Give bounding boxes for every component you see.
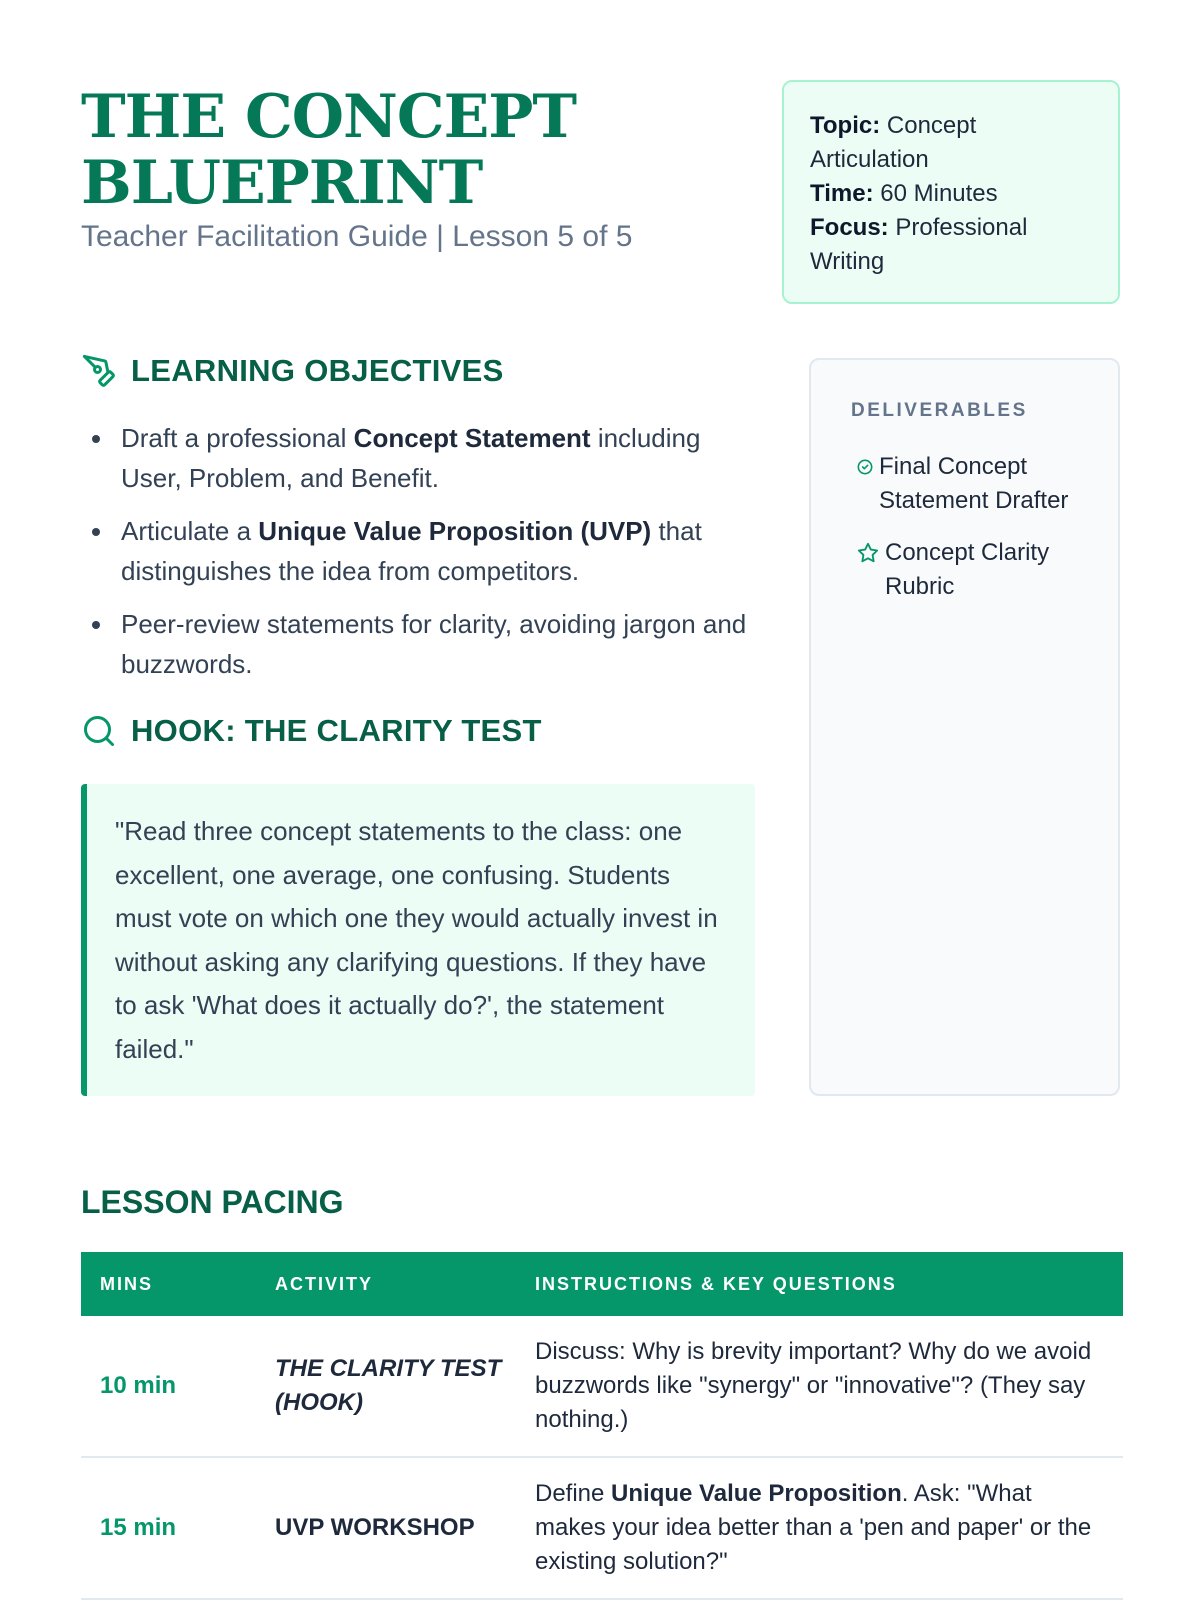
row-instructions: Discuss: Why is brevity important? Why do we avoid buzzwords like "synergy" or "innovative"? (They say nothing.) (535, 1338, 1092, 1433)
row-activity: UVP WORKSHOP (275, 1514, 475, 1541)
pacing-table (81, 1252, 1123, 1600)
title-line-2: BLUEPRINT (81, 148, 483, 218)
table-row (81, 1458, 1123, 1600)
column-header-mins: MINS (100, 1273, 153, 1294)
deliverables-heading: DELIVERABLES (851, 400, 1028, 421)
header (81, 84, 781, 254)
page-title (81, 84, 781, 216)
meta-focus: Focus: Professional Writing (810, 214, 1028, 275)
hook-heading: HOOK: THE CLARITY TEST (81, 713, 542, 749)
row-instructions: Define Unique Value Proposition. Ask: "What makes your idea better than a 'pen and paper' or the existing solution?" (535, 1480, 1092, 1575)
table-row (81, 1316, 1123, 1458)
meta-time: Time: 60 Minutes (810, 180, 998, 207)
pen-tool-icon (81, 353, 117, 389)
check-circle-icon (851, 450, 879, 484)
pacing-heading: LESSON PACING (81, 1184, 344, 1220)
deliverable-item: Concept Clarity Rubric (851, 536, 1078, 604)
deliverable-item: Final Concept Statement Drafter (851, 450, 1078, 518)
table-header (81, 1252, 1123, 1316)
deliverables-panel (809, 358, 1120, 1096)
title-line-1: THE CONCEPT (81, 82, 577, 152)
column-header-activity: ACTIVITY (275, 1273, 374, 1294)
list-item: Peer-review statements for clarity, avoiding jargon and buzzwords. (92, 604, 762, 684)
list-item: Articulate a Unique Value Proposition (UVP) that distinguishes the idea from competitors. (92, 511, 762, 591)
meta-topic: Topic: Concept Articulation (810, 112, 977, 173)
lesson-meta-card (782, 80, 1120, 304)
hook-quote: "Read three concept statements to the class: one excellent, one average, one confusing. Students must vote on which one they would actually invest in without asking any clarifying questions. If they have to ask 'What does it actually do?', the statement failed." (81, 784, 755, 1096)
row-activity: THE CLARITY TEST (HOOK) (275, 1355, 502, 1416)
objectives-list (92, 418, 762, 697)
objectives-heading: LEARNING OBJECTIVES (81, 353, 504, 389)
star-icon (851, 536, 885, 570)
list-item: Draft a professional Concept Statement including User, Problem, and Benefit. (92, 418, 762, 498)
column-header-instructions: INSTRUCTIONS & KEY QUESTIONS (535, 1273, 897, 1294)
search-icon (81, 713, 117, 749)
row-mins: 15 min (100, 1514, 177, 1541)
page-subtitle: Teacher Facilitation Guide | Lesson 5 of 5 (81, 220, 633, 253)
row-mins: 10 min (100, 1372, 177, 1399)
